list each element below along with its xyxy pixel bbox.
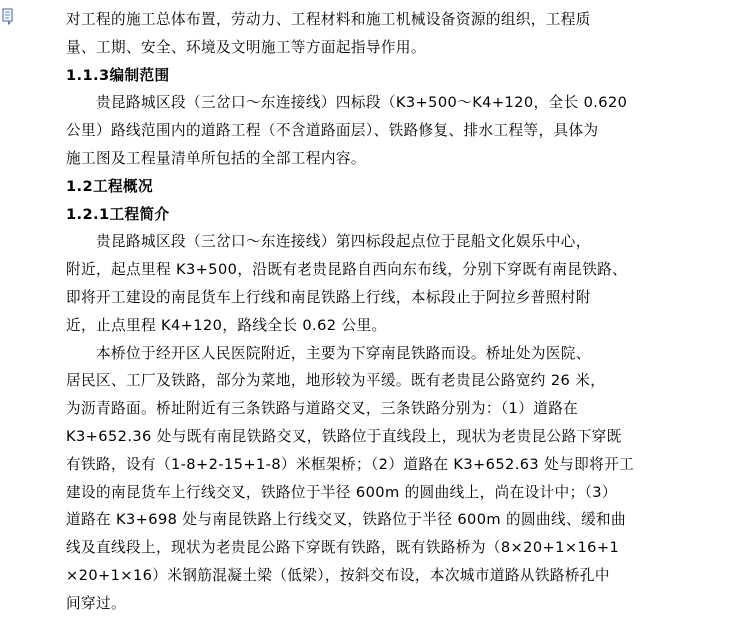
body-text-line: 道路在 K3+698 处与南昆铁路上行线交叉，铁路位于半径 600m 的圆曲线、缓和曲 <box>66 511 626 529</box>
body-text-line: K3+652.36 处与既有南昆铁路交叉，铁路位于直线段上，现状为老贵昆公路下穿既 <box>66 427 622 445</box>
body-text-line: 有铁路，设有（1-8+2-15+1-8）米框架桥；（2）道路在 K3+652.63 处与即将开工 <box>66 455 635 473</box>
body-text-line: 本桥位于经开区人民医院附近，主要为下穿南昆铁路而设。桥址处为医院、 <box>96 344 591 362</box>
body-text-line: 线及直线段上，现状为老贵昆公路下穿既有铁路，既有铁路桥为（8×20+1×16+1 <box>66 539 620 557</box>
body-text-line: 居民区、工厂及铁路，部分为菜地，地形较为平缓。既有老贵昆公路宽约 26 米， <box>66 372 606 390</box>
body-text-line: 建设的南昆货车上行线交叉，铁路位于半径 600m 的圆曲线上，尚在设计中；（3） <box>66 483 617 501</box>
document-body <box>66 6 678 618</box>
body-text-line: 公里）路线范围内的道路工程（不含道路面层）、铁路修复、排水工程等，具体为 <box>66 122 599 140</box>
body-text-line: 对工程的施工总体布置，劳动力、工程材料和施工机械设备资源的组织，工程质 <box>66 11 591 28</box>
body-text-line: ×20+1×16）米钢筋混凝土梁（低梁），按斜交布设，本次城市道路从铁路桥孔中 <box>66 566 610 584</box>
body-text-line: 间穿过。 <box>66 594 126 612</box>
body-text-line: 贵昆路城区段（三岔口～东连接线）第四标段起点位于昆船文化娱乐中心， <box>96 233 591 251</box>
document-anchor-icon <box>1 8 15 26</box>
body-text-line: 贵昆路城区段（三岔口～东连接线）四标段（K3+500～K4+120，全长 0.620 <box>96 94 628 112</box>
body-text-line: 即将开工建设的南昆货车上行线和南昆铁路上行线，本标段止于阿拉乡普照村附 <box>66 288 591 306</box>
body-text-line: 施工图及工程量清单所包括的全部工程内容。 <box>66 149 366 167</box>
section-heading-1-2-1: 1.2.1工程简介 <box>66 205 170 223</box>
body-text-line: 附近，起点里程 K3+500，沿既有老贵昆路自西向东布线，分别下穿既有南昆铁路、 <box>66 261 628 279</box>
section-heading-1-1-3: 1.1.3编制范围 <box>66 66 170 84</box>
body-text-line: 近，止点里程 K4+120，路线全长 0.62 公里。 <box>66 316 387 334</box>
body-text-line: 量、工期、安全、环境及文明施工等方面起指导作用。 <box>66 38 426 56</box>
section-heading-1-2: 1.2工程概况 <box>66 177 154 195</box>
body-text-line: 为沥青路面。桥址附近有三条铁路与道路交叉，三条铁路分别为：（1）道路在 <box>66 400 579 418</box>
